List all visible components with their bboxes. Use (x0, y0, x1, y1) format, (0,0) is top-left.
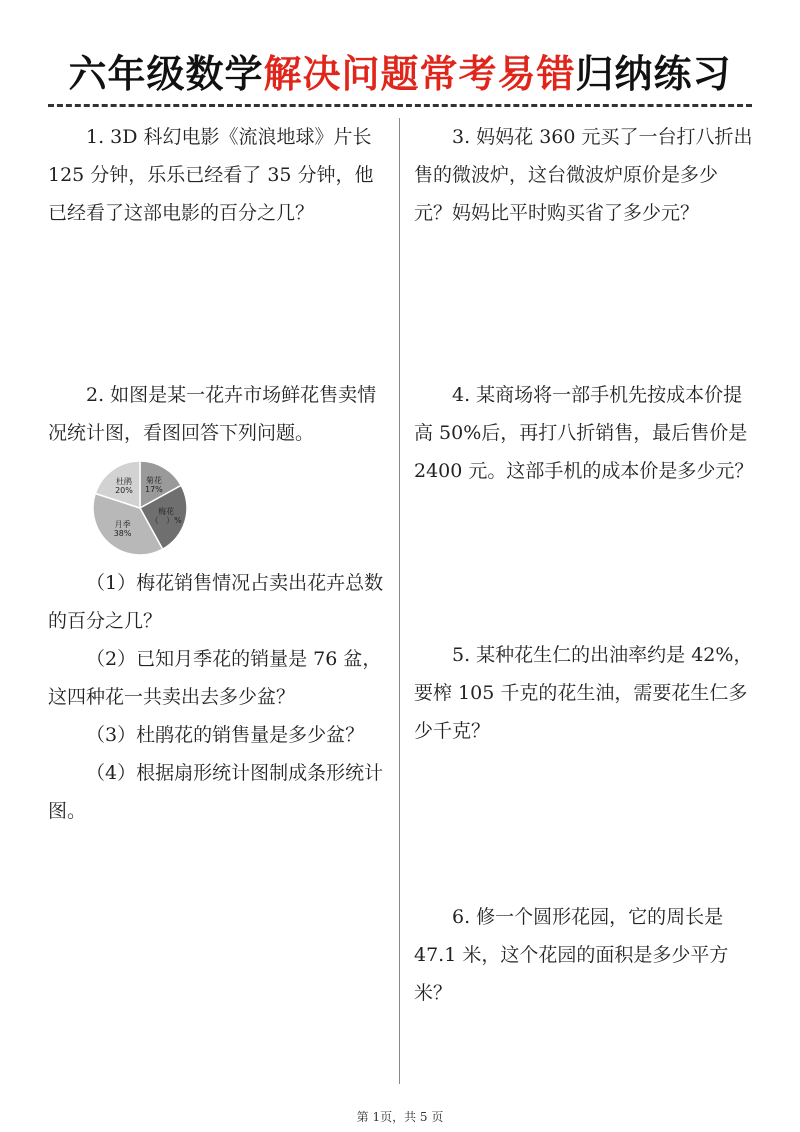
pie-label-0: 菊花 17% (144, 475, 163, 494)
question-1 (48, 118, 388, 232)
question-2-subquestions (48, 564, 388, 830)
title-dashed-divider (48, 104, 752, 107)
pie-label-2: 月季 38% (113, 520, 132, 538)
question-5-text: 5. 某种花生仁的出油率约是 42%，要榨 105 千克的花生油，需要花生仁多少千克？ (414, 644, 753, 742)
question-2-sub-1: （1）梅花销售情况占卖出花卉总数的百分之几？ (48, 572, 384, 632)
question-3 (414, 118, 754, 232)
title-prefix: 六年级数学 (68, 52, 264, 96)
title-suffix: 归纳练习 (575, 52, 732, 96)
question-2-text: 2. 如图是某一花卉市场鲜花售卖情况统计图，看图回答下列问题。 (48, 384, 377, 444)
question-3-text: 3. 妈妈花 360 元买了一台打八折出售的微波炉，这台微波炉原价是多少元？妈妈比平时购买省了多少元？ (414, 126, 753, 224)
page-title (0, 48, 800, 100)
column-divider (399, 118, 400, 1084)
question-2 (48, 376, 388, 452)
title-highlight: 解决问题常考易错 (263, 52, 576, 96)
question-2-sub-2: （2）已知月季花的销量是 76 盆，这四种花一共卖出去多少盆？ (48, 648, 382, 708)
question-4 (414, 376, 754, 490)
question-5 (414, 636, 754, 750)
flower-sales-pie-chart (90, 458, 190, 558)
question-1-text: 1. 3D 科幻电影《流浪地球》片长125 分钟，乐乐已经看了 35 分钟，他已经看了这部电影的百分之几？ (48, 126, 374, 224)
page-footer: 第 1页，共 5 页 (356, 1110, 444, 1124)
question-2-sub-3: （3）杜鹃花的销售量是多少盆？ (86, 724, 365, 746)
pie-label-1: 梅花 （ ）% (150, 506, 182, 525)
question-6 (414, 898, 754, 1012)
question-6-text: 6. 修一个圆形花园，它的周长是47.1 米，这个花园的面积是多少平方米？ (414, 906, 729, 1004)
question-2-sub-4: （4）根据扇形统计图制成条形统计图。 (48, 762, 384, 822)
pie-label-3: 杜鹃 20% (115, 476, 133, 495)
question-4-text: 4. 某商场将一部手机先按成本价提高 50%后，再打八折销售，最后售价是2400 元。这部手机的成本价是多少元？ (414, 384, 754, 482)
